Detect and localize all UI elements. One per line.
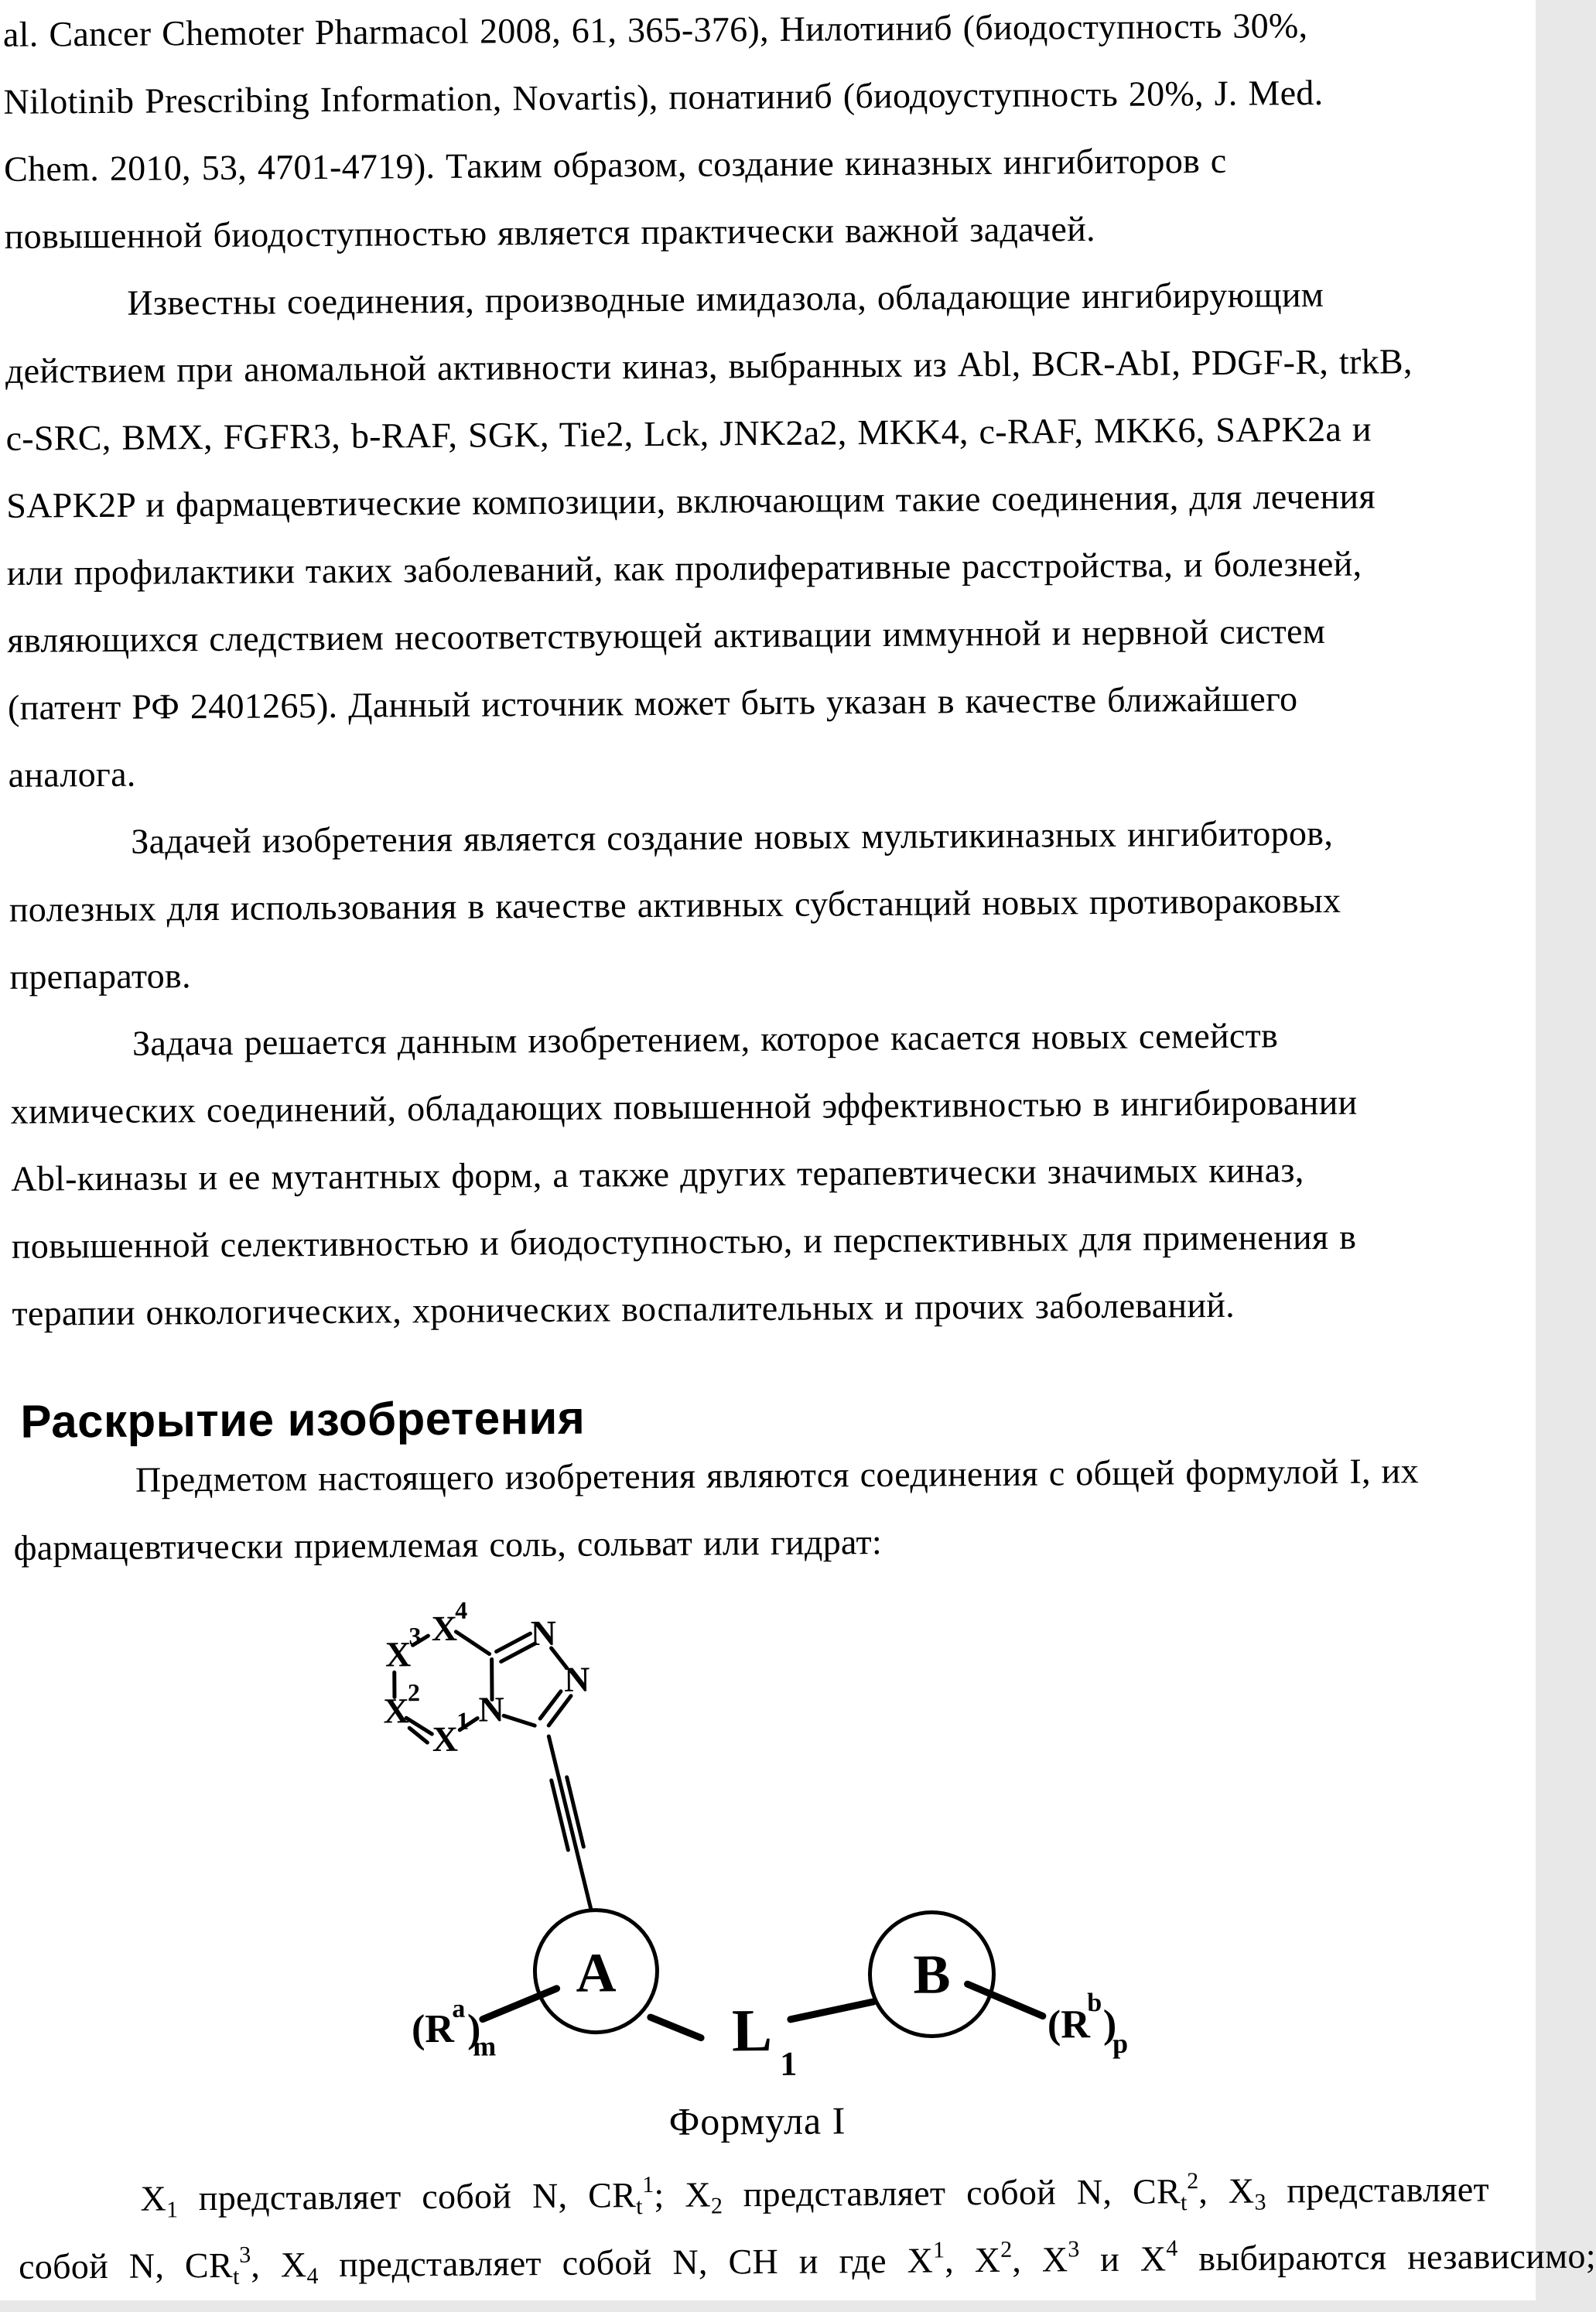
atom-label-x2-sup: 2 xyxy=(408,1678,420,1706)
text-line: Известны соединения, производные имидазола, обладающие ингибирующим xyxy=(5,259,1514,337)
text-line: или профилактики таких заболеваний, как пролиферативные расстройства, и болезней, xyxy=(7,528,1516,607)
text-line: Задача решается данным изобретением, которое касается новых семейств xyxy=(10,1000,1519,1078)
atom-label-n-right: N xyxy=(564,1660,590,1699)
text-line: Chem. 2010, 53, 4701-4719). Таким образом, создание киназных ингибиторов с xyxy=(4,125,1513,203)
text-run: X xyxy=(140,2178,166,2218)
text-line: c-SRC, BMX, FGFR3, b-RAF, SGK, Tie2, Lck, JNK2a2, MKK4, c-RAF, MKK6, SAPK2a и xyxy=(5,394,1515,472)
text-run: представляет собой N, CR xyxy=(178,2175,636,2218)
text-run: , X xyxy=(1198,2171,1254,2211)
bond-nfused-c3 xyxy=(504,1715,535,1725)
text-line: действием при аномальной активности киназ, выбранных из Abl, BCR-AbI, PDGF-R, trkB, xyxy=(5,327,1515,405)
bond-a-l1 xyxy=(651,2017,701,2038)
superscript: 3 xyxy=(1068,2236,1079,2262)
bond-x2-x1-double-a xyxy=(406,1718,432,1734)
ra-group-sup: a xyxy=(452,1995,465,2023)
rb-group-open: (R xyxy=(1047,2002,1092,2047)
subscript: 2 xyxy=(711,2193,723,2218)
superscript: 1 xyxy=(933,2237,945,2262)
ring-b-label: B xyxy=(913,1943,951,2005)
bond-l1-b xyxy=(791,2002,873,2020)
atom-label-x4-sup: 4 xyxy=(455,1596,467,1624)
alkyne-bond-right xyxy=(567,1777,584,1847)
rb-group-sub: p xyxy=(1112,2028,1128,2059)
superscript: 3 xyxy=(239,2242,251,2268)
ra-group-close: ) xyxy=(467,2007,481,2051)
text-line: al. Cancer Chemoter Pharmacol 2008, 61, 365-376), Нилотиниб (биодоступность 30%, xyxy=(3,0,1512,68)
bond-x4-c8a xyxy=(456,1632,489,1654)
rb-group-sup: b xyxy=(1087,1989,1102,2017)
text-line: повышенной биодоступностью является практически важной задачей. xyxy=(4,192,1513,270)
text-line: (патент РФ 2401265). Данный источник может быть указан в качестве ближайшего xyxy=(8,663,1517,741)
text-run: собой N, CR xyxy=(19,2245,233,2286)
text-line xyxy=(18,2145,1527,2223)
atom-label-n-top: N xyxy=(531,1613,557,1653)
text-run: и X xyxy=(1079,2238,1166,2279)
text-line: препаратов. xyxy=(9,932,1519,1011)
text-run: , X xyxy=(945,2240,1000,2280)
text-line: Nilotinib Prescribing Information, Novartis), понатиниб (биодоуступность 20%, J. Med. xyxy=(3,57,1512,135)
atom-label-x1-sup: 1 xyxy=(456,1707,469,1735)
superscript: 2 xyxy=(1187,2168,1198,2194)
text-line: аналога. xyxy=(8,730,1517,809)
subscript: 1 xyxy=(166,2197,178,2222)
atom-label-x3-sup: 3 xyxy=(408,1622,421,1650)
text-run: представляет xyxy=(1266,2170,1489,2211)
subscript: 3 xyxy=(1254,2190,1266,2215)
text-line xyxy=(19,2212,1528,2290)
atom-label-n-fused: N xyxy=(478,1689,504,1729)
atom-label-x1: X xyxy=(432,1719,459,1759)
section-heading: Раскрытие изобретения xyxy=(20,1394,585,1447)
linker-label-sub: 1 xyxy=(780,2045,797,2083)
superscript: 2 xyxy=(1000,2237,1012,2262)
text-line: повышенной селективностью и биодоступностью, и перспективных для применения в xyxy=(12,1202,1521,1280)
text-run: выбираются независимо; xyxy=(1177,2236,1596,2279)
formula-caption: Формула I xyxy=(669,2098,846,2144)
alkyne-bond-left xyxy=(552,1780,569,1850)
text-line: полезных для использования в качестве активных субстанций новых противораковых xyxy=(9,865,1519,943)
text-run: представляет собой N, CR xyxy=(723,2171,1181,2214)
atom-label-x3: X xyxy=(385,1634,412,1674)
atom-label-x4: X xyxy=(432,1609,458,1648)
text-line: Задачей изобретения является создание новых мультикиназных ингибиторов, xyxy=(9,798,1518,876)
text-run: , X xyxy=(1012,2239,1068,2280)
ra-group-open: (R xyxy=(412,2007,456,2051)
ring-a-label: A xyxy=(576,1941,617,2003)
alkyne-bond-main xyxy=(549,1736,591,1910)
text-run: , X xyxy=(251,2245,306,2285)
ra-group-sub: m xyxy=(473,2030,496,2061)
text-line: Предметом настоящего изобретения являются соединения с общей формулой I, их xyxy=(13,1436,1523,1514)
subscript: t xyxy=(636,2194,643,2219)
superscript: 4 xyxy=(1166,2235,1177,2261)
text-line: химических соединений, обладающих повышенной эффективностью в ингибировании xyxy=(10,1067,1519,1145)
superscript: 1 xyxy=(642,2172,654,2197)
text-run: представляет собой N, CH и где X xyxy=(318,2241,933,2285)
text-line: фармацевтически приемлемая соль, сольват или гидрат: xyxy=(13,1503,1523,1582)
rb-group-close: ) xyxy=(1103,2002,1117,2047)
subscript: t xyxy=(233,2264,240,2290)
linker-label: L xyxy=(732,1996,773,2064)
substituent-definition-block xyxy=(18,2145,1527,2290)
text-line: SAPK2P и фармацевтические композиции, включающим такие соединения, для лечения xyxy=(6,461,1516,539)
subscript: 4 xyxy=(306,2263,318,2289)
atom-label-x2: X xyxy=(383,1691,409,1730)
text-line: Abl-киназы и ее мутантных форм, а также других терапевтически значимых киназ, xyxy=(11,1134,1520,1212)
subscript: t xyxy=(1181,2190,1188,2215)
text-run: ; X xyxy=(654,2175,711,2215)
text-line: терапии онкологических, хронических воспалительных и прочих заболеваний. xyxy=(12,1269,1521,1347)
text-line: являющихся следствием несоответствующей активации иммунной и нервной систем xyxy=(7,596,1516,674)
